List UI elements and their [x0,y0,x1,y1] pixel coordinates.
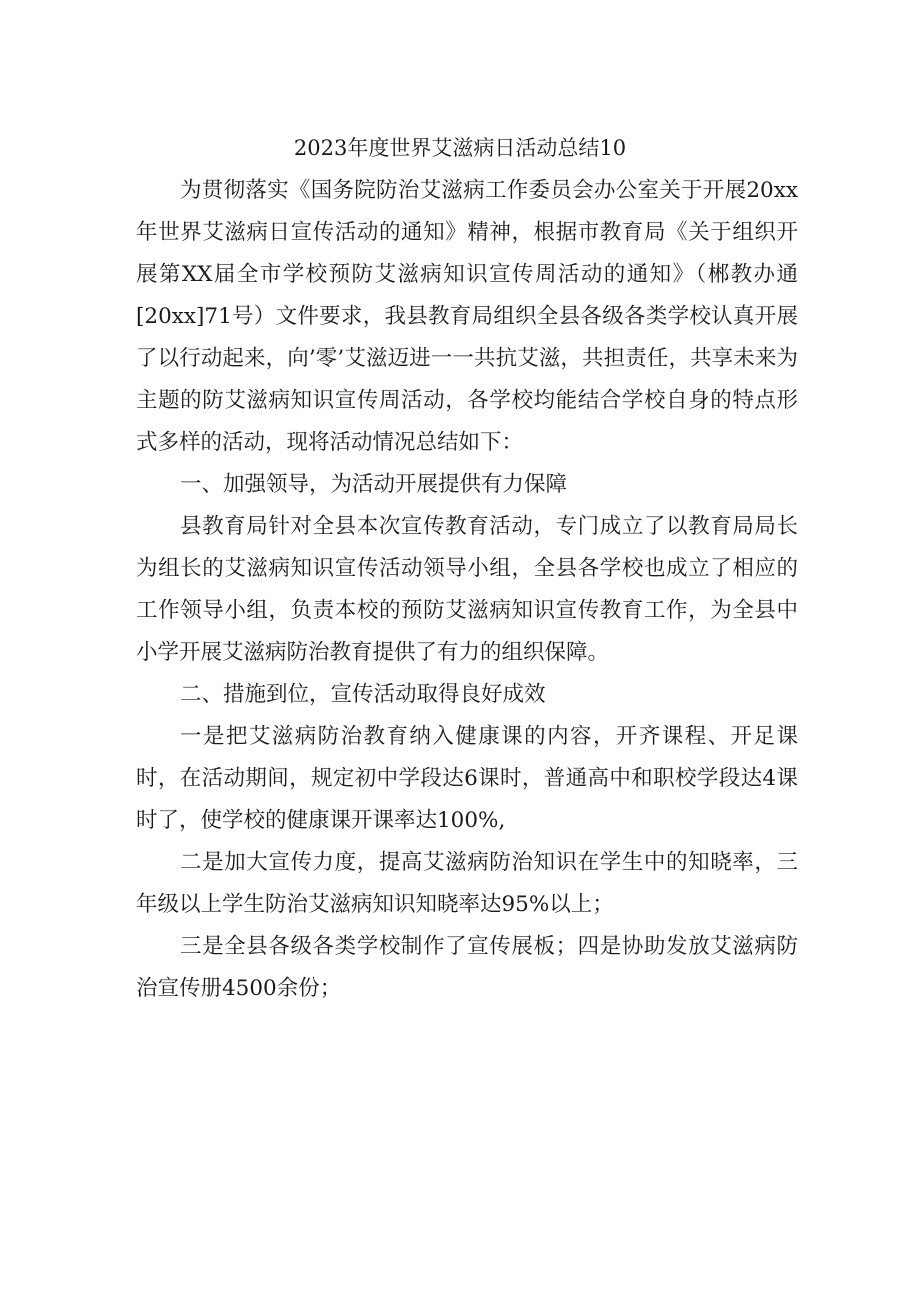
measure-paragraph-2: 二是加大宣传力度，提高艾滋病防治知识在学生中的知晓率，三年级以上学生防治艾滋病知识知晓率达95%以上； [136,850,798,917]
measure-paragraph-1: 一是把艾滋病防治教育纳入健康课的内容，开齐课程、开足课时，在活动期间，规定初中学段达6课时，普通高中和职校学段达4课时了，使学校的健康课开课率达100%, [136,724,798,833]
intro-paragraph: 为贯彻落实《国务院防治艾滋病工作委员会办公室关于开展20xx年世界艾滋病日宣传活动的通知》精神，根据市教育局《关于组织开展第XX届全市学校预防艾滋病知识宣传周活动的通知》（郴教办通[20xx]71号）文件要求，我县教育局组织全县各级各类学校认真开展了以行动起来，向’零’艾滋迈进一一共抗艾滋，共担责任，共享未来为主题的防艾滋病知识宣传周活动，各学校均能结合学校自身的特点形式多样的活动，现将活动情况总结如下： [136,178,798,455]
measure-paragraph-3: 三是全县各级各类学校制作了宣传展板；四是协助发放艾滋病防治宣传册4500余份； [136,934,798,1001]
document-body [136,170,798,1010]
section-heading-2: 二、措施到位，宣传活动取得良好成效 [180,682,546,707]
section-1-paragraph: 县教育局针对全县本次宣传教育活动，专门成立了以教育局局长为组长的艾滋病知识宣传活动领导小组，全县各学校也成立了相应的工作领导小组，负责本校的预防艾滋病知识宣传教育工作，为全县中小学开展艾滋病防治教育提供了有力的组织保障。 [136,514,798,665]
document-title: 2023年度世界艾滋病日活动总结10 [293,136,627,160]
section-heading-1: 一、加强领导，为活动开展提供有力保障 [180,472,568,497]
